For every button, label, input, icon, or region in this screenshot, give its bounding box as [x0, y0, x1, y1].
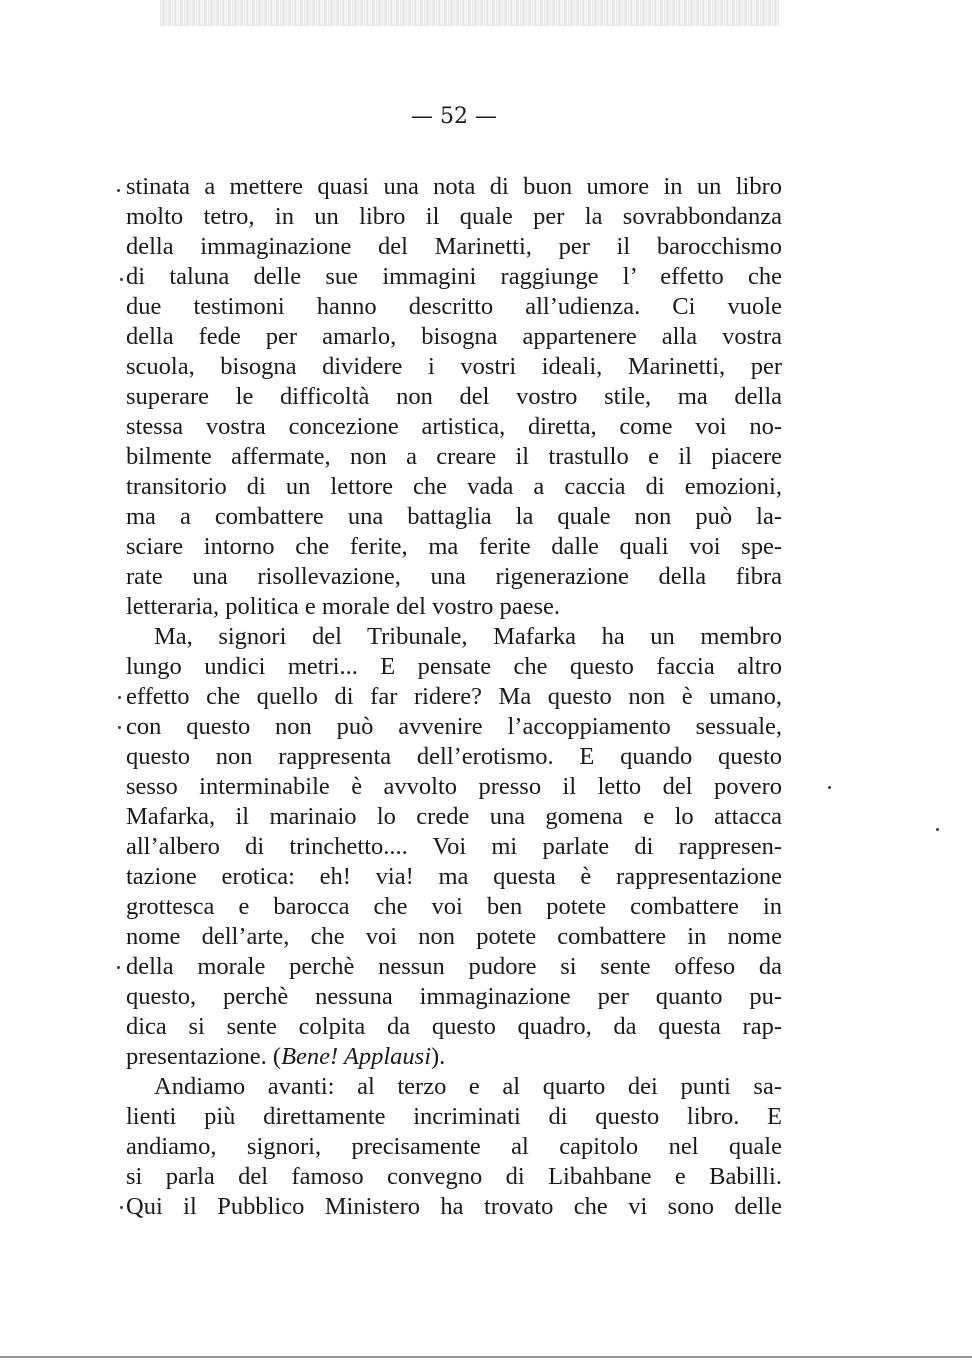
text-line: della morale perchè nessun pudore si sente offeso da — [126, 953, 782, 980]
text-line: lienti più direttamente incriminati di questo libro. E — [126, 1103, 782, 1130]
text-line-applause — [126, 1042, 782, 1072]
text-line: della fede per amarlo, bisogna appartenere alla vostra — [126, 323, 782, 350]
text-line: stessa vostra concezione artistica, diretta, come voi no- — [126, 413, 782, 440]
scan-speck — [936, 828, 939, 831]
text-line: si parla del famoso convegno di Libahbane e Babilli. — [126, 1163, 782, 1190]
scan-speck — [828, 786, 831, 789]
text-line: andiamo, signori, precisamente al capitolo nel quale — [126, 1133, 782, 1160]
text-line: due testimoni hanno descritto all’udienza. Ci vuole — [126, 293, 782, 320]
text-line: Ma, signori del Tribunale, Mafarka ha un membro — [154, 623, 782, 650]
scan-speck — [120, 278, 123, 281]
text-line: della immaginazione del Marinetti, per il barocchismo — [126, 233, 782, 260]
scan-speck — [118, 726, 121, 729]
text-line: dica si sente colpita da questo quadro, da questa rap- — [126, 1013, 782, 1040]
text-line: molto tetro, in un libro il quale per la sovrabbondanza — [126, 203, 782, 230]
text-line: rate una risollevazione, una rigenerazione della fibra — [126, 563, 782, 590]
text-line: transitorio di un lettore che vada a caccia di emozioni, — [126, 473, 782, 500]
text-line: ma a combattere una battaglia la quale non può la- — [126, 503, 782, 530]
scan-noise-top — [160, 0, 780, 26]
text-line-start: presentazione. ( — [126, 1043, 282, 1070]
scan-speck — [120, 1206, 123, 1209]
text-line-end: ). — [431, 1043, 446, 1070]
applause-annotation: Bene! Applausi — [281, 1043, 432, 1070]
text-line: questo non rappresenta dell’erotismo. E quando questo — [126, 743, 782, 770]
text-line: stinata a mettere quasi una nota di buon umore in un libro — [126, 173, 782, 200]
text-line: grottesca e barocca che voi ben potete combattere in — [126, 893, 782, 920]
text-line: nome dell’arte, che voi non potete combattere in nome — [126, 923, 782, 950]
text-line: Andiamo avanti: al terzo e al quarto dei punti sa- — [154, 1073, 782, 1100]
text-line: all’albero di trinchetto.... Voi mi parlate di rappresen- — [126, 833, 782, 860]
text-line: Mafarka, il marinaio lo crede una gomena e lo attacca — [126, 803, 782, 830]
text-line: con questo non può avvenire l’accoppiamento sessuale, — [126, 713, 782, 740]
text-line: Qui il Pubblico Ministero ha trovato che vi sono delle — [126, 1193, 782, 1220]
text-line: di taluna delle sue immagini raggiunge l’ effetto che — [126, 263, 782, 290]
text-line: lungo undici metri... E pensate che questo faccia altro — [126, 653, 782, 680]
text-line: questo, perchè nessuna immaginazione per quanto pu- — [126, 983, 782, 1010]
text-line: sesso interminabile è avvolto presso il letto del povero — [126, 773, 782, 800]
body-text — [126, 172, 782, 1222]
scan-speck — [117, 189, 120, 192]
text-line: letteraria, politica e morale del vostro paese. — [126, 593, 561, 620]
scan-edge-bottom — [0, 1356, 972, 1358]
text-line: scuola, bisogna dividere i vostri ideali, Marinetti, per — [126, 353, 782, 380]
text-line: tazione erotica: eh! via! ma questa è rappresentazione — [126, 863, 782, 890]
scan-speck — [118, 696, 121, 699]
text-line: superare le difficoltà non del vostro stile, ma della — [126, 383, 782, 410]
text-line: sciare intorno che ferite, ma ferite dalle quali voi spe- — [126, 533, 782, 560]
text-line: effetto che quello di far ridere? Ma questo non è umano, — [126, 683, 782, 710]
scan-speck — [117, 966, 120, 969]
text-line: bilmente affermate, non a creare il trastullo e il piacere — [126, 443, 782, 470]
page-number: — 52 — — [411, 104, 497, 129]
